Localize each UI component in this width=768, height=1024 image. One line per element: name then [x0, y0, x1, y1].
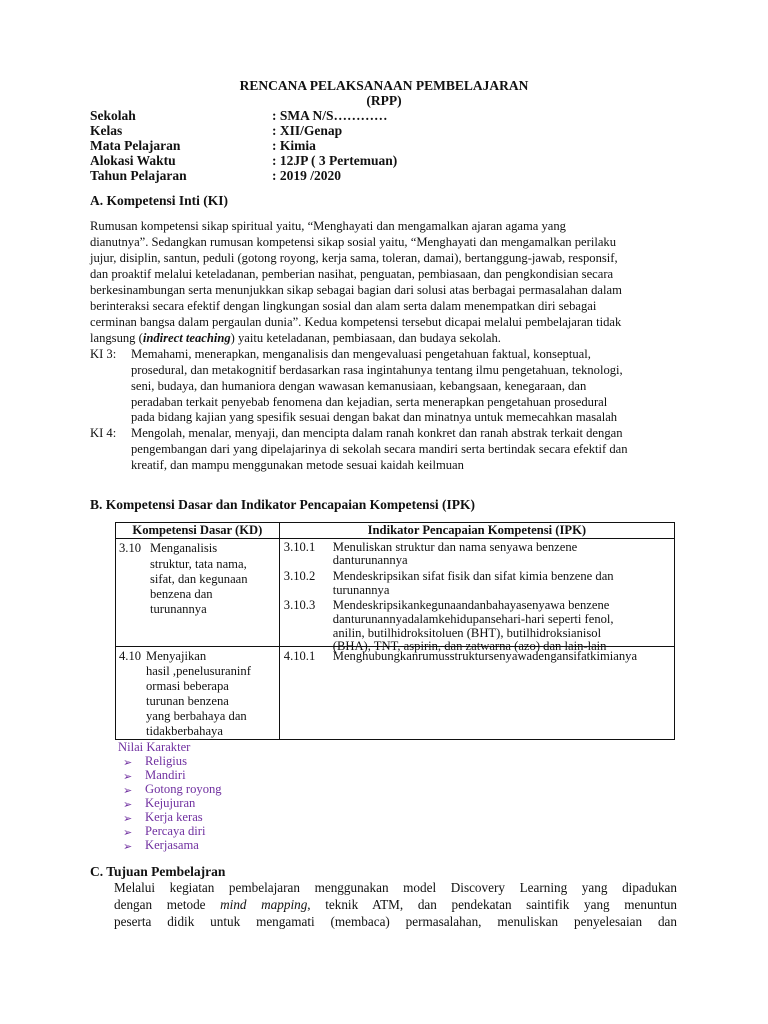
text-line: pada bidang kajian yang spesifik sesuai dengan bakat dan minatnya untuk memecahkan masalah [131, 410, 618, 424]
justified-line [114, 880, 677, 896]
text-line: jujur, disiplin, santun, peduli (gotong royong, kerja sama, toleran, damai), bertanggung-jawab, responsif, [90, 251, 618, 265]
text-line: seni, budaya, dan humaniora dengan wawasan kemanusiaan, kebangsaan, kenegaraan, dan [131, 379, 587, 393]
text-line: berkesinambungan serta menunjukkan sikap sebagai bagian dari solusi atas berbagai permasalahan dalam [90, 283, 622, 297]
text-line: prosedural, dan metakognitif berdasarkan rasa ingintahunya tentang ilmu pengetahuan, teknologi, [131, 363, 623, 377]
ipk-text-line: danturunannyadalamkehidupansehari-hari seperti fenol, [332, 612, 614, 626]
arrow-bullet-icon: ➢ [123, 799, 133, 811]
text-line: pengembangan dari yang dipelajarinya di sekolah secara mandiri serta bertindak secara efektif dan [131, 442, 628, 456]
list-item: Religius [145, 754, 187, 768]
section-c-heading: C. Tujuan Pembelajran [90, 864, 226, 879]
ipk-text-line: (BHA), TNT, aspirin, dan zatwarna (azo) dan lain-lain [332, 639, 607, 653]
justified-line [114, 897, 677, 913]
identity-value: : Kimia [272, 138, 316, 153]
identity-value: : 2019 /2020 [272, 168, 341, 183]
text-run: langsung ( [90, 331, 143, 345]
text-run: ) yaitu keteladanan, pembiasaan, dan budaya sekolah. [230, 331, 501, 345]
kd-text-line: turunan benzena [146, 694, 229, 708]
section-b-heading: B. Kompetensi Dasar dan Indikator Pencapaian Kompetensi (IPK) [90, 497, 476, 512]
section-a-heading: A. Kompetensi Inti (KI) [90, 193, 228, 208]
identity-value: : SMA N/S………… [272, 108, 388, 123]
kd-text-line: struktur, tata nama, [150, 557, 247, 571]
list-item: Gotong royong [145, 782, 222, 796]
text-line: cerminan bangsa dalam pergaulan dunia”. Kedua kompetensi tersebut dicapai melalui pembelajaran tidak [90, 315, 622, 329]
ipk-cell [279, 647, 674, 740]
text-line: peradaban terkait penyebab fenomena dan kejadian, serta menerapkan pengetahuan prosedural [131, 395, 608, 409]
ki4-label: KI 4: [90, 426, 117, 440]
text-line: Mengolah, menalar, menyaji, dan mencipta dalam ranah konkret dan ranah abstrak terkait dengan [131, 426, 623, 440]
list-item: Kerjasama [145, 838, 199, 852]
identity-value: : 12JP ( 3 Pertemuan) [272, 153, 398, 168]
arrow-bullet-icon: ➢ [123, 827, 133, 839]
column-header-kd: Kompetensi Dasar (KD) [116, 523, 280, 539]
ipk-cell [279, 539, 674, 653]
ipk-text-line: danturunannya [332, 553, 408, 567]
ipk-text-line: Menuliskan struktur dan nama senyawa benzene [332, 540, 578, 554]
kd-cell [116, 647, 280, 740]
arrow-bullet-icon: ➢ [123, 771, 133, 783]
doc-title: RENCANA PELAKSANAAN PEMBELAJARAN [239, 78, 529, 93]
text-line: Melalui kegiatan pembelajaran menggunakan model Discovery Learning yang dipadukan [114, 880, 677, 895]
ipk-number: 4.10.1 [283, 649, 316, 663]
kd-text-line: tidakberbahaya [146, 724, 223, 738]
identity-value: : XII/Genap [272, 123, 343, 138]
ipk-text-line: Menghubungkanrumusstruktursenyawadengansifatkimianya [332, 649, 638, 663]
identity-label: Mata Pelajaran [90, 138, 181, 153]
arrow-bullet-icon: ➢ [123, 813, 133, 825]
ipk-number: 3.10.3 [283, 598, 316, 612]
text-line: Rumusan kompetensi sikap spiritual yaitu, “Menghayati dan mengamalkan ajaran agama yang [90, 219, 566, 233]
kd-number: 4.10 [119, 649, 142, 663]
list-item: Kerja keras [145, 810, 203, 824]
text-line: berinteraksi secara efektif dengan lingkungan sosial dan alam serta dalam menempatkan diri sebagai [90, 299, 597, 313]
identity-label: Alokasi Waktu [90, 153, 176, 168]
kd-text-line: Menyajikan [146, 649, 207, 663]
identity-label: Tahun Pelajaran [90, 168, 187, 183]
doc-subtitle: (RPP) [366, 93, 402, 108]
kd-text-line: hasil ,penelusuraninf [146, 664, 251, 678]
identity-label: Kelas [90, 123, 123, 138]
text-line [90, 331, 501, 346]
kd-text-line: ormasi beberapa [146, 679, 229, 693]
kd-number: 3.10 [119, 541, 142, 555]
kd-cell [116, 539, 280, 647]
kd-text-line: Menganalisis [150, 541, 218, 555]
table-header-row [116, 523, 675, 539]
emphasis-text: mind mapping [220, 897, 308, 912]
table-row [116, 539, 675, 647]
ki3-label: KI 3: [90, 347, 117, 361]
identity-label: Sekolah [90, 108, 136, 123]
text-line: kreatif, dan mampu menggunakan metode sesuai kaidah keilmuan [131, 458, 464, 472]
ipk-text-line: Mendeskripsikan sifat fisik dan sifat kimia benzene dan [332, 569, 614, 583]
nilai-karakter-title: Nilai Karakter [118, 740, 191, 754]
arrow-bullet-icon: ➢ [123, 757, 133, 769]
list-item: Kejujuran [145, 796, 196, 810]
kd-text-line: turunannya [150, 602, 207, 616]
ipk-number: 3.10.2 [283, 569, 316, 583]
kd-text-line: yang berbahaya dan [146, 709, 247, 723]
justified-line [114, 914, 677, 930]
text-run: , teknik ATM, dan pendekatan saintifik yang menuntun [307, 897, 677, 912]
text-run: dengan metode [114, 897, 221, 912]
arrow-bullet-icon: ➢ [123, 841, 133, 853]
emphasis-text: indirect teaching [142, 331, 231, 345]
ipk-text-line: Mendeskripsikankegunaandanbahayasenyawa benzene [332, 598, 610, 612]
table-row [116, 647, 675, 740]
list-item: Percaya diri [145, 824, 206, 838]
text-line: peserta didik untuk mengamati (membaca) permasalahan, menuliskan penyelesaian dan [114, 914, 677, 929]
text-line: dan proaktif melalui keteladanan, pemberian nasihat, penguatan, pembiasaan, dan pengkondisian secara [90, 267, 614, 281]
kd-text-line: benzena dan [150, 587, 213, 601]
ipk-number: 3.10.1 [283, 540, 316, 554]
arrow-bullet-icon: ➢ [123, 785, 133, 797]
text-line: Memahami, menerapkan, menganalisis dan mengevaluasi pengetahuan faktual, konseptual, [131, 347, 591, 361]
text-line: dianutnya”. Sedangkan rumusan kompetensi sikap sosial yaitu, “Menghayati dan mengamalkan perilaku [90, 235, 616, 249]
kd-text-line: sifat, dan kegunaan [150, 572, 248, 586]
ipk-text-line: anilin, butilhidroksitoluen (BHT), butilhidroksianisol [332, 626, 602, 640]
kd-ipk-table [115, 522, 675, 740]
text-line [114, 897, 677, 913]
column-header-ipk: Indikator Pencapaian Kompetensi (IPK) [279, 523, 674, 539]
list-item: Mandiri [145, 768, 186, 782]
ipk-text-line: turunannya [332, 583, 390, 597]
